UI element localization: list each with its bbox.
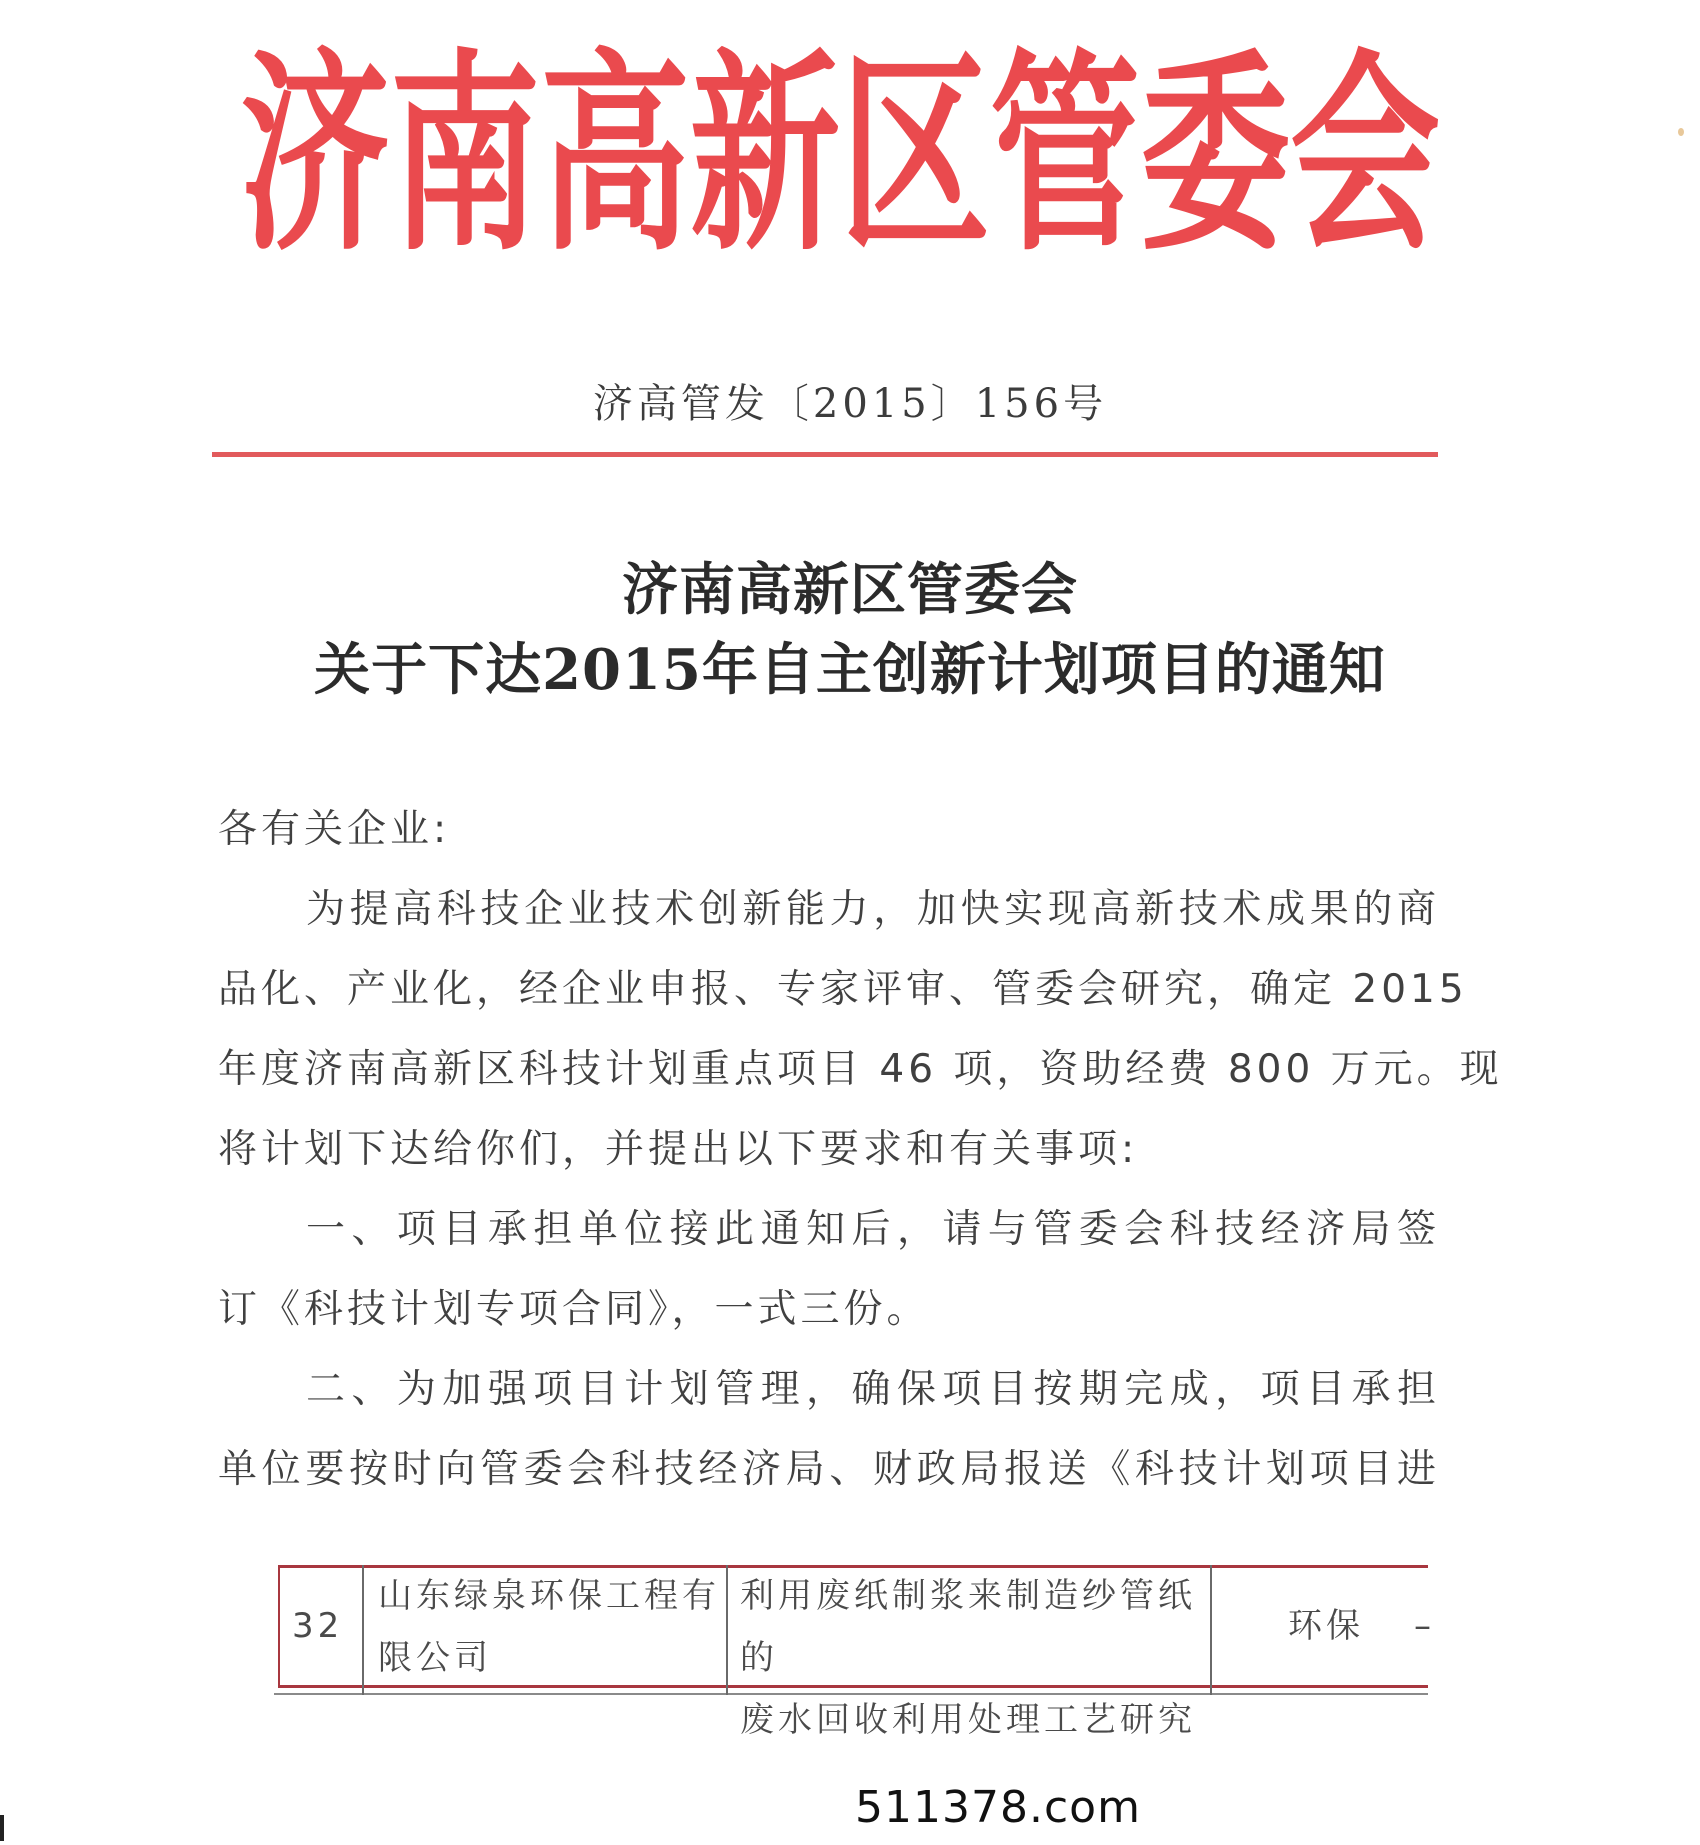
body-line: 单位要按时向管委会科技经济局、财政局报送《科技计划项目进 xyxy=(218,1447,1440,1492)
watermark: 511378.com xyxy=(855,1782,1141,1833)
body-line: 二、为加强项目计划管理，确保项目按期完成，项目承担 xyxy=(306,1367,1440,1412)
table-divider xyxy=(362,1565,364,1695)
body-line: 为提高科技企业技术创新能力，加快实现高新技术成果的商 xyxy=(306,887,1440,932)
company-line-2: 限公司 xyxy=(378,1638,492,1678)
table-cell-trailing: – xyxy=(1414,1606,1435,1646)
body-line: 订《科技计划专项合同》，一式三份。 xyxy=(218,1287,930,1332)
body-line: 将计划下达给你们，并提出以下要求和有关事项: xyxy=(218,1127,1139,1172)
title-line-1: 济南高新区管委会 xyxy=(622,557,1078,623)
masthead-char: 委 xyxy=(1140,30,1291,280)
table-cell-number: 32 xyxy=(292,1606,344,1646)
table-divider xyxy=(278,1565,280,1688)
salutation: 各有关企业: xyxy=(218,807,451,852)
table-cell-company xyxy=(378,1565,728,1689)
scan-edge-mark xyxy=(0,1815,4,1841)
project-line-2: 废水回收利用处理工艺研究 xyxy=(740,1700,1196,1740)
body-line: 年度济南高新区科技计划重点项目 46 项，资助经费 800 万元。现 xyxy=(218,1047,1503,1092)
masthead-char: 区 xyxy=(840,30,991,280)
masthead xyxy=(240,30,1441,280)
red-divider xyxy=(212,452,1438,457)
document-number: 济高管发〔2015〕156号 xyxy=(592,381,1108,427)
masthead-char: 会 xyxy=(1290,30,1441,280)
title-line-2: 关于下达2015年自主创新计划项目的通知 xyxy=(314,637,1386,703)
body-line: 一、项目承担单位接此通知后，请与管委会科技经济局签 xyxy=(306,1207,1440,1252)
masthead-char: 高 xyxy=(540,30,691,280)
masthead-char: 管 xyxy=(990,30,1141,280)
table-cell-project xyxy=(740,1565,1220,1751)
company-line-1: 山东绿泉环保工程有 xyxy=(378,1576,720,1616)
project-table xyxy=(278,1565,1435,1740)
table-cell-field: 环保 xyxy=(1288,1606,1364,1646)
project-line-1: 利用废纸制浆来制造纱管纸的 xyxy=(740,1576,1196,1678)
masthead-char: 济 xyxy=(240,30,391,280)
body-line: 品化、产业化，经企业申报、专家评审、管委会研究，确定 2015 xyxy=(218,967,1468,1012)
scan-speck xyxy=(1678,128,1684,136)
masthead-char: 南 xyxy=(390,30,541,280)
masthead-char: 新 xyxy=(690,30,841,280)
